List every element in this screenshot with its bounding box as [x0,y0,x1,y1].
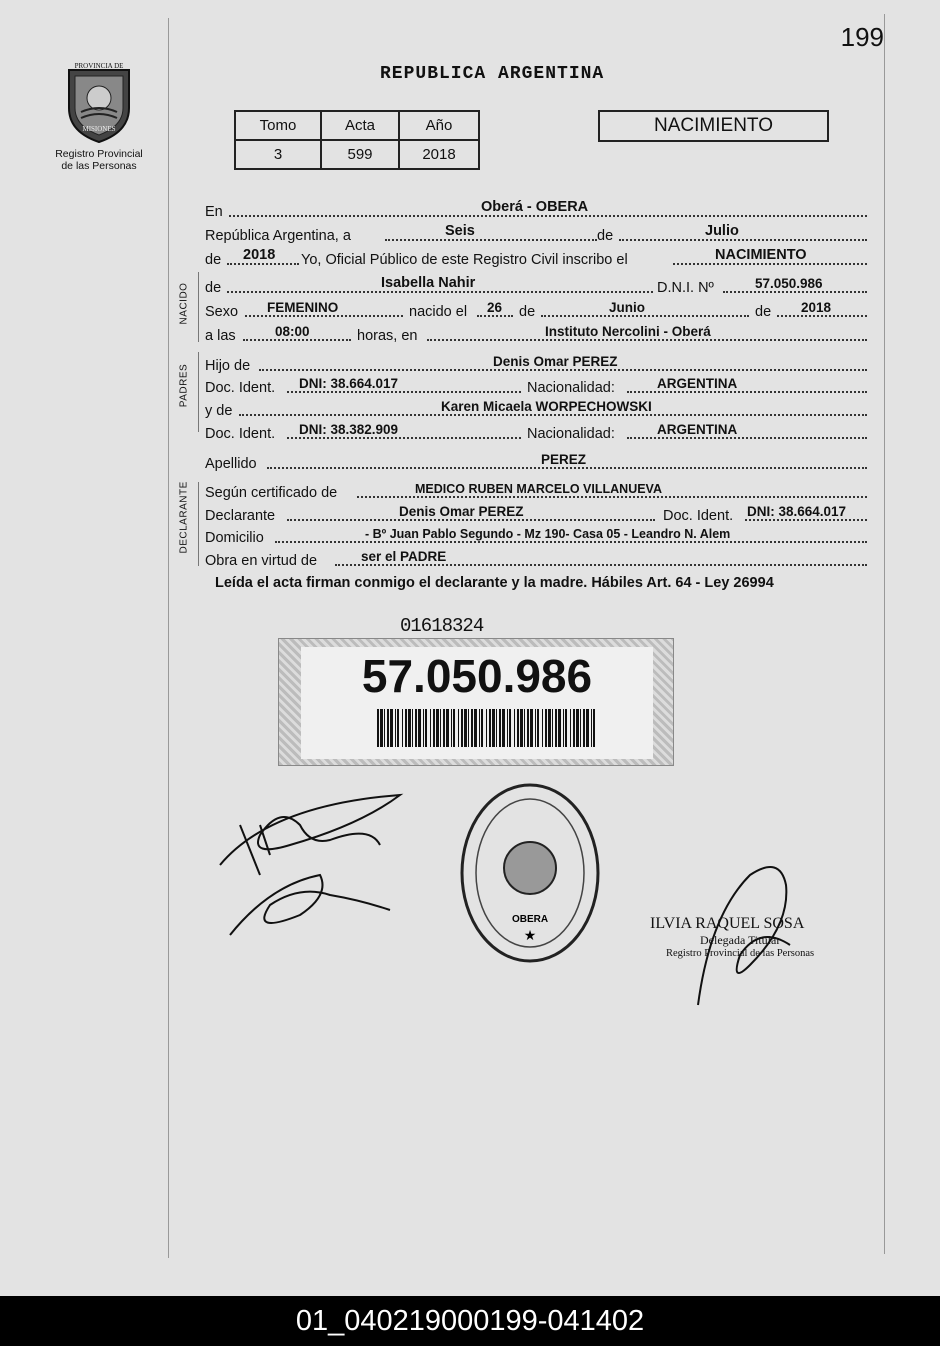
official-block [650,915,850,959]
acta-value: 599 [321,140,399,169]
page-number: 199 [840,22,884,52]
record-type-box: NACIMIENTO [598,110,829,142]
father-doc: DNI: 38.664.017 [299,376,399,391]
registry-caption: Registro Provincial de las Personas [55,148,143,172]
barcode-icon [377,709,597,747]
svg-text:★: ★ [523,927,537,943]
svg-text:PROVINCIA DE: PROVINCIA DE [74,62,124,70]
child-dni: 57.050.986 [755,276,823,291]
type-value: NACIMIENTO [715,247,807,263]
child-sex: FEMENINO [267,300,339,315]
row-mother-doc: Doc. Ident. DNI: 38.382.909 Nacionalidad: ARGENTINA [205,420,867,442]
official-role: Delegada Titular [700,933,781,947]
section-declarante-label: DECLARANTE [178,481,190,554]
country-title: REPUBLICA ARGENTINA [380,64,605,84]
row-obra: Obra en virtud de ser el PADRE [205,547,867,569]
mother-nationality: ARGENTINA [657,422,738,437]
footer-id: 01_040219000199-041402 [0,1296,940,1346]
tomo-header: Tomo [235,111,321,140]
row-place: En Oberá - OBERA [205,198,867,220]
row-date: República Argentina, a Seis de Julio [205,222,867,244]
registry-logo [44,58,154,172]
month-value: Julio [705,223,739,239]
svg-text:OBERA: OBERA [511,914,549,925]
row-sex: Sexo FEMENINO nacido el 26 de Junio de 2018 [205,298,867,320]
born-year: 2018 [801,300,832,315]
official-name: ILVIA RAQUEL SOSA [650,915,805,932]
row-mother: y de Karen Micaela WORPECHOWSKI [205,397,867,419]
declarant-signature-icon [210,785,410,945]
acta-header: Acta [321,111,399,140]
born-day: 26 [487,300,503,315]
row-name: de Isabella Nahir D.N.I. Nº 57.050.986 [205,274,867,296]
row-year: de 2018 Yo, Oficial Público de este Registro Civil inscribo el NACIMIENTO [205,246,867,268]
sticker-serial: 01618324 [400,615,484,637]
year-value: 2018 [243,247,276,263]
declarant-doc: DNI: 38.664.017 [747,504,847,519]
registry-stamp-icon [458,780,602,966]
father-nationality: ARGENTINA [657,376,738,391]
sticker-dni-number: 57.050.986 [361,650,593,702]
certificate-doctor: MEDICO RUBEN MARCELO VILLANUEVA [415,482,662,496]
born-month: Junio [609,300,645,315]
declarant-name: Denis Omar PEREZ [399,504,524,519]
obra-value: ser el PADRE [361,549,447,564]
surname-value: PEREZ [541,452,587,467]
father-name: Denis Omar PEREZ [493,354,618,369]
child-name: Isabella Nahir [381,275,476,291]
day-value: Seis [445,223,475,239]
born-place: Instituto Nercolini - Oberá [545,324,711,339]
tomo-value: 3 [235,140,321,169]
section-padres-label: PADRES [178,363,190,408]
row-time: a las 08:00 horas, en Instituto Nercolini - Oberá [205,322,867,344]
place-value: Oberá - OBERA [481,199,589,215]
domicile-value: - Bº Juan Pablo Segundo - Mz 190- Casa 05 - Leandro N. Alem [365,527,731,541]
row-surname: Apellido PEREZ [205,450,867,472]
anio-header: Año [399,111,479,140]
row-domicile: Domicilio - Bº Juan Pablo Segundo - Mz 190- Casa 05 - Leandro N. Alem [205,524,867,546]
mother-doc: DNI: 38.382.909 [299,422,399,437]
row-certificate: Según certificado de MEDICO RUBEN MARCELO VILLANUEVA [205,479,867,501]
right-margin-line [884,14,885,1254]
svg-text:MISIONES: MISIONES [82,125,116,133]
row-father: Hijo de Denis Omar PEREZ [205,352,867,374]
section-nacido-label: NACIDO [178,282,190,325]
anio-value: 2018 [399,140,479,169]
official-registry: Registro Provincial de las Personas [666,948,815,959]
record-table [234,110,480,170]
row-declarant: Declarante Denis Omar PEREZ Doc. Ident. DNI: 38.664.017 [205,502,867,524]
row-father-doc: Doc. Ident. DNI: 38.664.017 Nacionalidad: ARGENTINA [205,374,867,396]
province-seal-icon [59,58,139,144]
born-time: 08:00 [275,324,310,339]
closing-text: Leída el acta firman conmigo el declarante y la madre. Hábiles Art. 64 - Ley 26994 [215,575,774,591]
dni-sticker [278,638,674,766]
left-margin-line [168,18,169,1258]
mother-name: Karen Micaela WORPECHOWSKI [441,399,652,414]
